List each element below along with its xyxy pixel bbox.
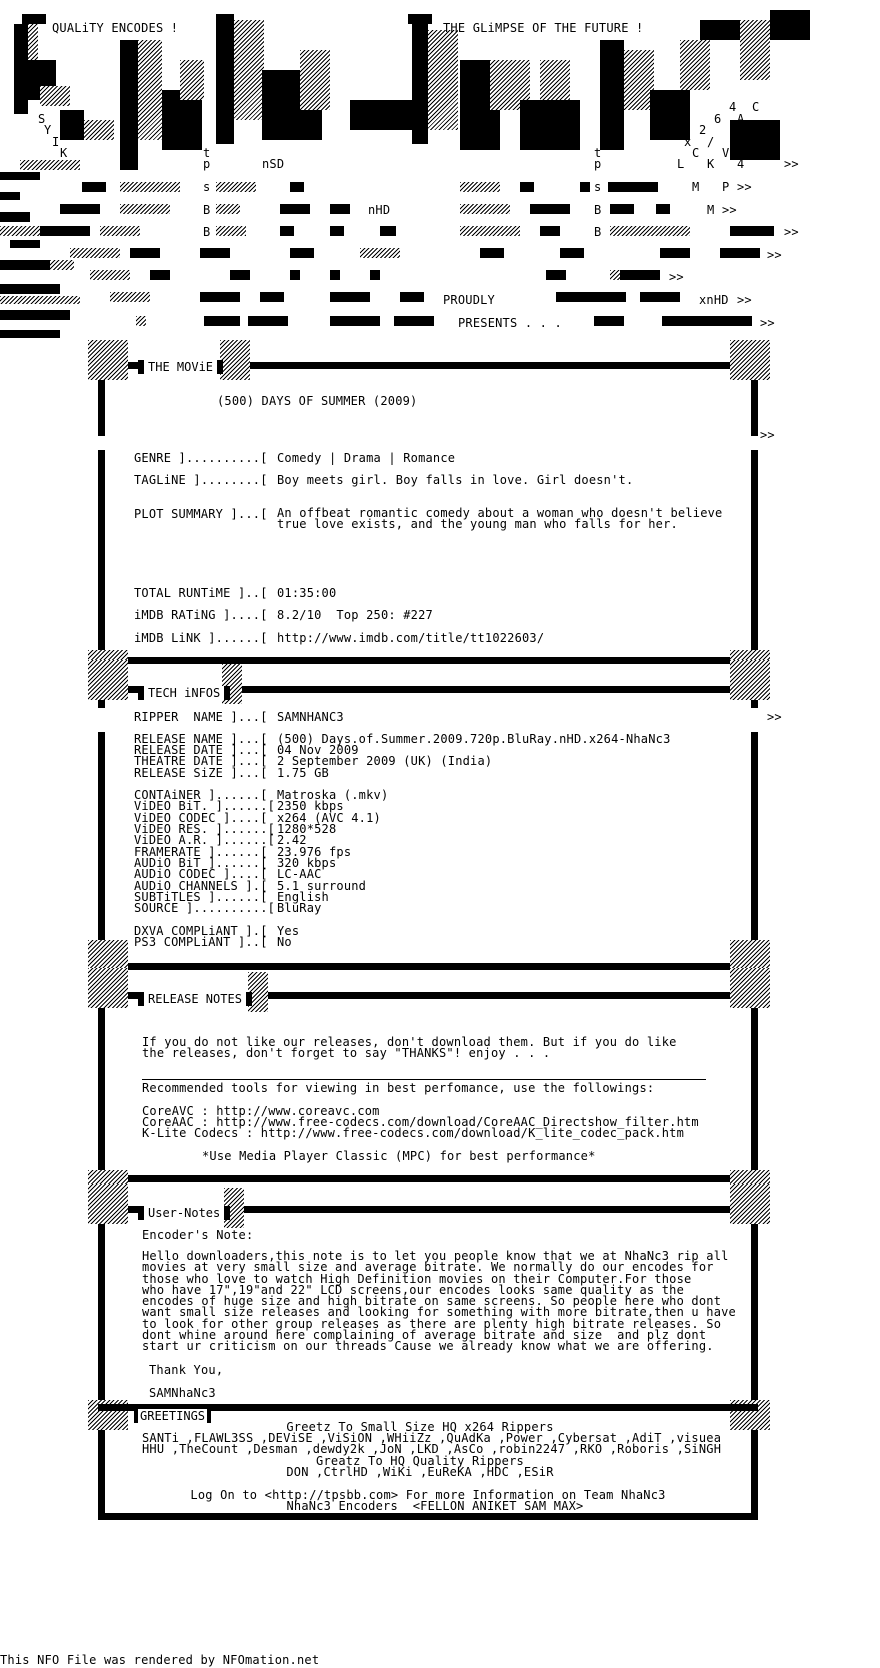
proudly-text: PROUDLY [443,293,495,307]
left-slogan: QUALiTY ENCODES ! [52,21,179,35]
thanks-text: Thank You, [149,1363,224,1377]
encoder-note-body: Hello downloaders,this note is to let you people know that we at NhaNc3 rip all movies at very small size and average bitrate. We normally do our encodes for those who love to watch High Definition movies on their Computer.For those who have 17",19"and 22" LCD screens,our encodes looks same quality as the encodes of huge size and high bitrate on same screens. So people here who dont want small size releases and looking for something with more bitrate,then u have to look for other group releases as there are plenty high bitrate releases. So dont whine around here complaining of average bitrate and size and plz dont start ur criticism on our threads Cause we already know what we are offering. [142,1249,736,1354]
section-title-notes: RELEASE NOTES [138,992,252,1006]
divider [142,1079,706,1080]
player-tip: *Use Media Player Classic (MPC) for best performance* [202,1149,596,1163]
presents-text: PRESENTS . . . [458,316,562,330]
imdb-link[interactable]: http://www.imdb.com/title/tt1022603/ [277,631,545,645]
field-value: An offbeat romantic comedy about a woman who doesn't believe true love exists, and the young man who falls for her. [277,506,723,531]
right-slogan: THE GLiMPSE OF THE FUTURE ! [443,21,644,35]
section-title-greetings: GREETINGS [134,1409,211,1423]
field-label: PLOT SUMMARY ]...[ [134,507,268,521]
field-label: iMDB RATiNG ]....[ [134,608,268,622]
notes-intro: If you do not like our releases, don't download them. But if you do like the releases, don't forget to say "THANKS"! enjoy . . . [142,1035,677,1060]
footer-credit: This NFO File was rendered by NFOmation.net [0,1653,320,1667]
movie-title: (500) DAYS OF SUMMER (2009) [217,394,418,408]
field-label: TOTAL RUNTiME ]..[ [134,586,268,600]
field-value: Boy meets girl. Boy falls in love. Girl doesn't. [277,473,634,487]
tool-item[interactable]: K-Lite Codecs : http://www.free-codecs.com/download/K_lite_codec_pack.htm [142,1126,684,1140]
tools-heading: Recommended tools for viewing in best perfomance, use the followings: [142,1081,655,1095]
signature: SAMNhaNc3 [149,1386,216,1400]
section-title-tech: TECH iNFOS [138,686,230,700]
field-value: Comedy | Drama | Romance [277,451,456,465]
tool-item[interactable]: CoreAVC : http://www.coreavc.com [142,1104,380,1118]
field-label: iMDB LiNK ]......[ [134,631,268,645]
tool-item[interactable]: CoreAAC : http://www.free-codecs.com/download/CoreAAC_Directshow_filter.htm [142,1115,699,1129]
section-title-movie: THE MOViE [138,360,223,374]
field-value: 01:35:00 [277,586,337,600]
field-value: 8.2/10 Top 250: #227 [277,608,433,622]
field-label: TAGLiNE ]........[ [134,473,268,487]
encoder-note-heading: Encoder's Note: [142,1228,254,1242]
field-label: GENRE ]..........[ [134,451,268,465]
section-title-user-notes: User-Notes [138,1206,230,1220]
